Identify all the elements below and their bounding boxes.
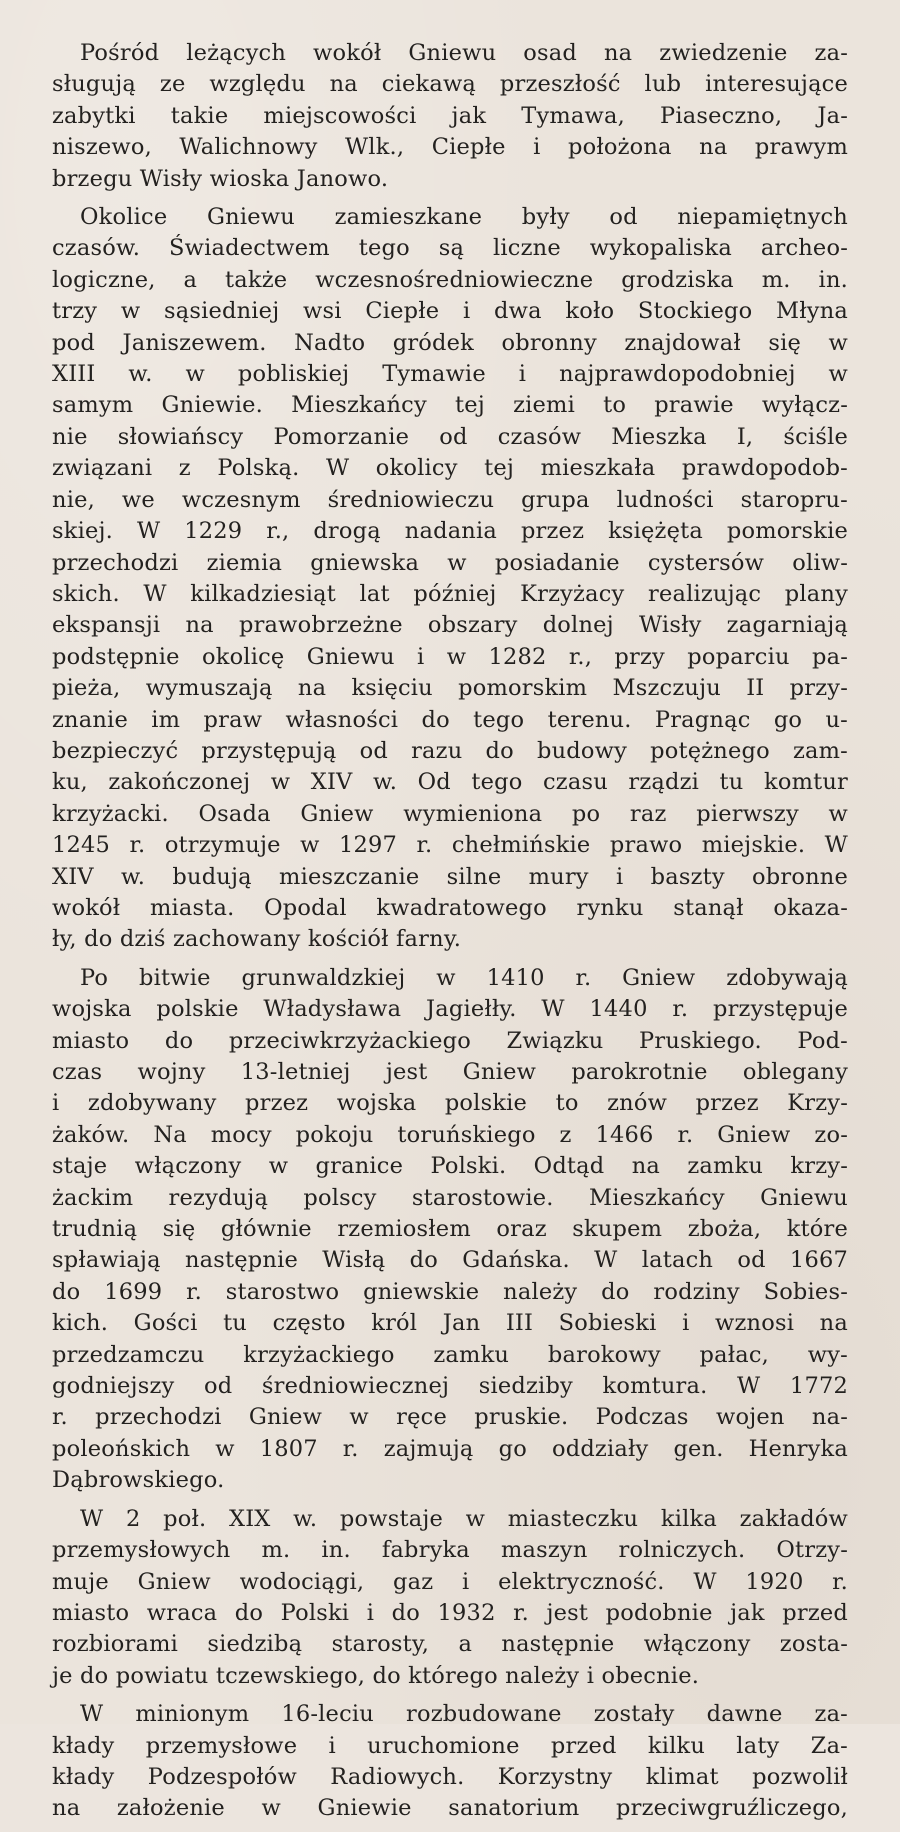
paragraph-2 (52, 202, 848, 956)
text-line: podstępnie okolicę Gniewu i w 1282 r., przy poparciu pa- (52, 643, 848, 670)
text-line: przemysłowych m. in. fabryka maszyn rolniczych. Otrzy- (52, 1537, 848, 1564)
text-line: bezpieczyć przystępują od razu do budowy potężnego zam- (52, 737, 848, 764)
text-line: Okolice Gniewu zamieszkane były od niepamiętnych (80, 204, 848, 231)
text-line: czasów. Świadectwem tego są liczne wykopaliska archeo- (52, 235, 848, 262)
text-line: ku, zakończonej w XIV w. Od tego czasu rządzi tu komtur (52, 769, 848, 796)
text-line: rozbiorami siedzibą starosty, a następnie włączony zosta- (52, 1631, 848, 1658)
text-line: Po bitwie grunwaldzkiej w 1410 r. Gniew zdobywają (80, 964, 848, 991)
text-line: skich. W kilkadziesiąt lat później Krzyżacy realizując plany (52, 580, 848, 607)
text-line: skiej. W 1229 r., drogą nadania przez księżęta pomorskie (52, 518, 848, 545)
text-line: 1245 r. otrzymuje w 1297 r. chełmińskie prawo miejskie. W (52, 832, 848, 859)
text-line: i zdobywany przez wojska polskie to znów przez Krzy- (52, 1090, 848, 1117)
text-line: XIII w. w pobliskiej Tymawie i najprawdopodobniej w (52, 361, 848, 388)
text-line: trzy w sąsiedniej wsi Ciepłe i dwa koło Stockiego Młyna (52, 298, 848, 325)
text-line: zabytki takie miejscowości jak Tymawa, Piaseczno, Ja- (52, 102, 848, 129)
paragraph-5 (52, 1699, 848, 1825)
text-line: godniejszy od średniowiecznej siedziby komtura. W 1772 (52, 1373, 848, 1400)
text-line: brzegu Wisły wioska Janowo. (52, 165, 389, 192)
text-line: kłady Podzespołów Radiowych. Korzystny klimat pozwolił (52, 1763, 848, 1790)
text-line: sługują ze względu na ciekawą przeszłość lub interesujące (52, 71, 848, 98)
text-line: pieża, wymuszają na księciu pomorskim Mszczuju II przy- (52, 675, 848, 702)
text-line: miasto do przeciwkrzyżackiego Związku Pruskiego. Pod- (52, 1027, 848, 1054)
text-line: je do powiatu tczewskiego, do którego należy i obecnie. (52, 1662, 700, 1689)
text-line: muje Gniew wodociągi, gaz i elektryczność. W 1920 r. (52, 1568, 848, 1595)
text-line: znanie im praw własności do tego terenu. Pragnąc go u- (52, 706, 848, 733)
text-line: Dąbrowskiego. (52, 1467, 225, 1494)
text-line: wokół miasta. Opodal kwadratowego rynku stanął okaza- (52, 894, 848, 921)
text-line: przedzamczu krzyżackiego zamku barokowy pałac, wy- (52, 1341, 848, 1368)
text-line: czas wojny 13-letniej jest Gniew parokrotnie oblegany (52, 1059, 848, 1085)
text-line: kłady przemysłowe i uruchomione przed kilku laty Za- (52, 1732, 848, 1759)
text-line: logiczne, a także wczesnośredniowieczne grodziska m. in. (52, 266, 848, 293)
text-line: Pośród leżących wokół Gniewu osad na zwiedzenie za- (80, 40, 848, 66)
paragraph-3 (52, 963, 848, 1497)
text-line: przechodzi ziemia gniewska w posiadanie cystersów oliw- (52, 549, 848, 576)
text-line: spławiają następnie Wisłą do Gdańska. W latach od 1667 (52, 1247, 848, 1274)
text-line: żaków. Na mocy pokoju toruńskiego z 1466 r. Gniew zo- (52, 1121, 848, 1148)
text-line: żackim rezydują polscy starostowie. Mieszkańcy Gniewu (52, 1184, 848, 1211)
text-line: nie słowiańscy Pomorzanie od czasów Mieszka I, ściśle (52, 423, 848, 450)
text-line: kich. Gości tu często król Jan III Sobieski i wznosi na (52, 1310, 848, 1337)
text-line: niszewo, Walichnowy Wlk., Ciepłe i położona na prawym (52, 134, 848, 161)
text-line: trudnią się głównie rzemiosłem oraz skupem zboża, które (52, 1216, 848, 1243)
text-line: XIV w. budują mieszczanie silne mury i baszty obronne (52, 863, 848, 890)
text-line: samym Gniewie. Mieszkańcy tej ziemi to prawie wyłącz- (52, 392, 848, 419)
text-line: do 1699 r. starostwo gniewskie należy do rodziny Sobies- (52, 1278, 848, 1305)
text-line: miasto wraca do Polski i do 1932 r. jest podobnie jak przed (52, 1599, 848, 1626)
text-line: związani z Polską. W okolicy tej mieszkała prawdopodob- (52, 455, 848, 482)
text-line: wojska polskie Władysława Jagiełły. W 1440 r. przystępuje (52, 996, 848, 1023)
text-line: W minionym 16-leciu rozbudowane zostały dawne za- (80, 1701, 848, 1728)
text-line: ekspansji na prawobrzeżne obszary dolnej Wisły zagarniają (52, 612, 848, 639)
text-line: ły, do dziś zachowany kościół farny. (52, 926, 462, 953)
paragraph-4 (52, 1504, 848, 1692)
text-line: pod Janiszewem. Nadto gródek obronny znajdował się w (52, 329, 848, 356)
text-line: r. przechodzi Gniew w ręce pruskie. Podczas wojen na- (52, 1404, 848, 1431)
text-line: poleońskich w 1807 r. zajmują go oddziały gen. Henryka (52, 1435, 848, 1462)
paragraph-1 (52, 38, 848, 195)
text-line: W 2 poł. XIX w. powstaje w miasteczku kilka zakładów (80, 1505, 848, 1532)
text-line: krzyżacki. Osada Gniew wymieniona po raz pierwszy w (52, 800, 848, 827)
page-text (52, 38, 848, 1832)
text-line: nie, we wczesnym średniowieczu grupa ludności staropru- (52, 486, 848, 513)
text-line: staje włączony w granice Polski. Odtąd na zamku krzy- (52, 1153, 848, 1180)
text-line: na założenie w Gniewie sanatorium przeciwgruźliczego, (52, 1795, 848, 1822)
